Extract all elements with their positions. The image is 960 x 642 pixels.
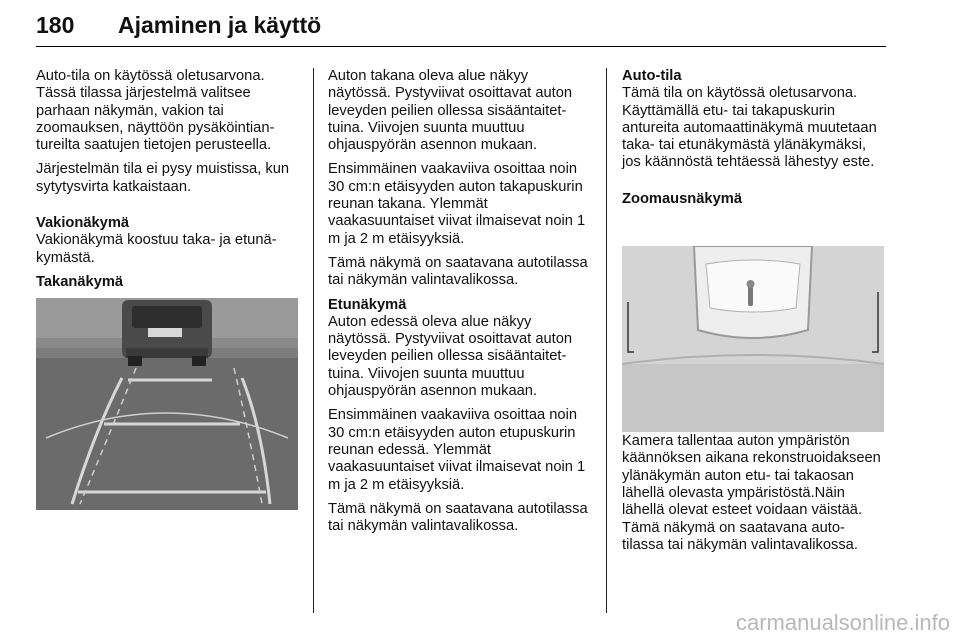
heading-rear-view: Takanäkymä — [36, 273, 124, 290]
heading-zoom-view: Zoomausnäkymä — [622, 190, 742, 207]
page-number: 180 — [36, 12, 75, 38]
paragraph-rear-area: Auton takana oleva alue näkyy näytössä. Pystyviivat osoittavat auton leveyden peilien ollessa sisääntaitettuina. Viivojen suunta muuttuu ohjauspyörän asennon mukaan. — [328, 68, 573, 154]
column-divider-1 — [313, 68, 314, 613]
column-2 — [328, 68, 594, 542]
column-1 — [36, 68, 300, 291]
chapter-title: Ajaminen ja käyttö — [118, 12, 322, 38]
paragraph-front-availability: Tämä näkymä on saatavana autotilassa tai näkymän valintavalikossa. — [328, 500, 588, 535]
paragraph-rear-availability: Tämä näkymä on saatavana autotilassa tai näkymän valintavalikossa. — [328, 254, 588, 289]
heading-auto-mode: Auto-tila — [622, 68, 682, 84]
rear-camera-image — [36, 298, 298, 510]
paragraph-zoom-view: Kamera tallentaa auton ympäristön käännöksen aikana rekonstruoidakseen ylänäkymän auton etu- tai takaosan lähellä olevasta ympäristöstä.Näin lähellä olevat esteet voidaan väistää. Tämä näkymä on saatavana auto-tilassa tai näkymän valintavalikossa. — [622, 433, 881, 553]
zoom-view-image — [622, 246, 884, 432]
heading-standard-view: Vakionäkymä — [36, 215, 130, 232]
paragraph-front-lines: Ensimmäinen vaakaviiva osoittaa noin 30 cm:n etäisyyden auton etupuskurin reunan edessä. Ylemmät vaakasuuntaiset viivat ilmaisevat noin 1 m ja 2 m etäisyyksiä. — [328, 407, 586, 493]
column-divider-2 — [606, 68, 607, 613]
paragraph-front-area: Auton edessä oleva alue näkyy näytössä. Pystyviivat osoittavat auton leveyden peilien ollessa sisääntaitettuina. Viivojen suunta muuttuu ohjauspyörän asennon mukaan. — [328, 313, 573, 400]
paragraph-auto-mode: Tämä tila on käytössä oletusarvona. Käyttämällä etu- tai takapuskurin antureita automaattinäkymä muutetaan taka- tai etunäkymästä ylänäkymäksi, jos käännöstä tehtäessä lähestyy este. — [622, 85, 877, 171]
heading-front-view: Etunäkymä — [328, 296, 407, 313]
header-rule — [36, 46, 886, 47]
paragraph-standard-view: Vakionäkymä koostuu taka- ja etunäkymästä. — [36, 232, 277, 266]
paragraph-rear-lines: Ensimmäinen vaakaviiva osoittaa noin 30 cm:n etäisyyden auton takapuskurin reunan takana. Ylemmät vaakasuuntaiset viivat ilmaisevat noin 1 m ja 2 m etäisyyksiä. — [328, 161, 586, 247]
watermark-text: carmanualsonline.info — [735, 610, 950, 635]
paragraph-memory-note: Järjestelmän tila ei pysy muistissa, kun sytytysvirta katkaistaan. — [36, 161, 290, 195]
page-header — [36, 6, 886, 46]
paragraph-auto-mode-intro: Auto-tila on käytössä oletusarvona. Tässä tilassa järjestelmä valitsee parhaan näkymän, vakion tai zoomauksen, näyttöön pysäköintiantureilta saatujen tietojen perusteella. — [36, 68, 275, 154]
